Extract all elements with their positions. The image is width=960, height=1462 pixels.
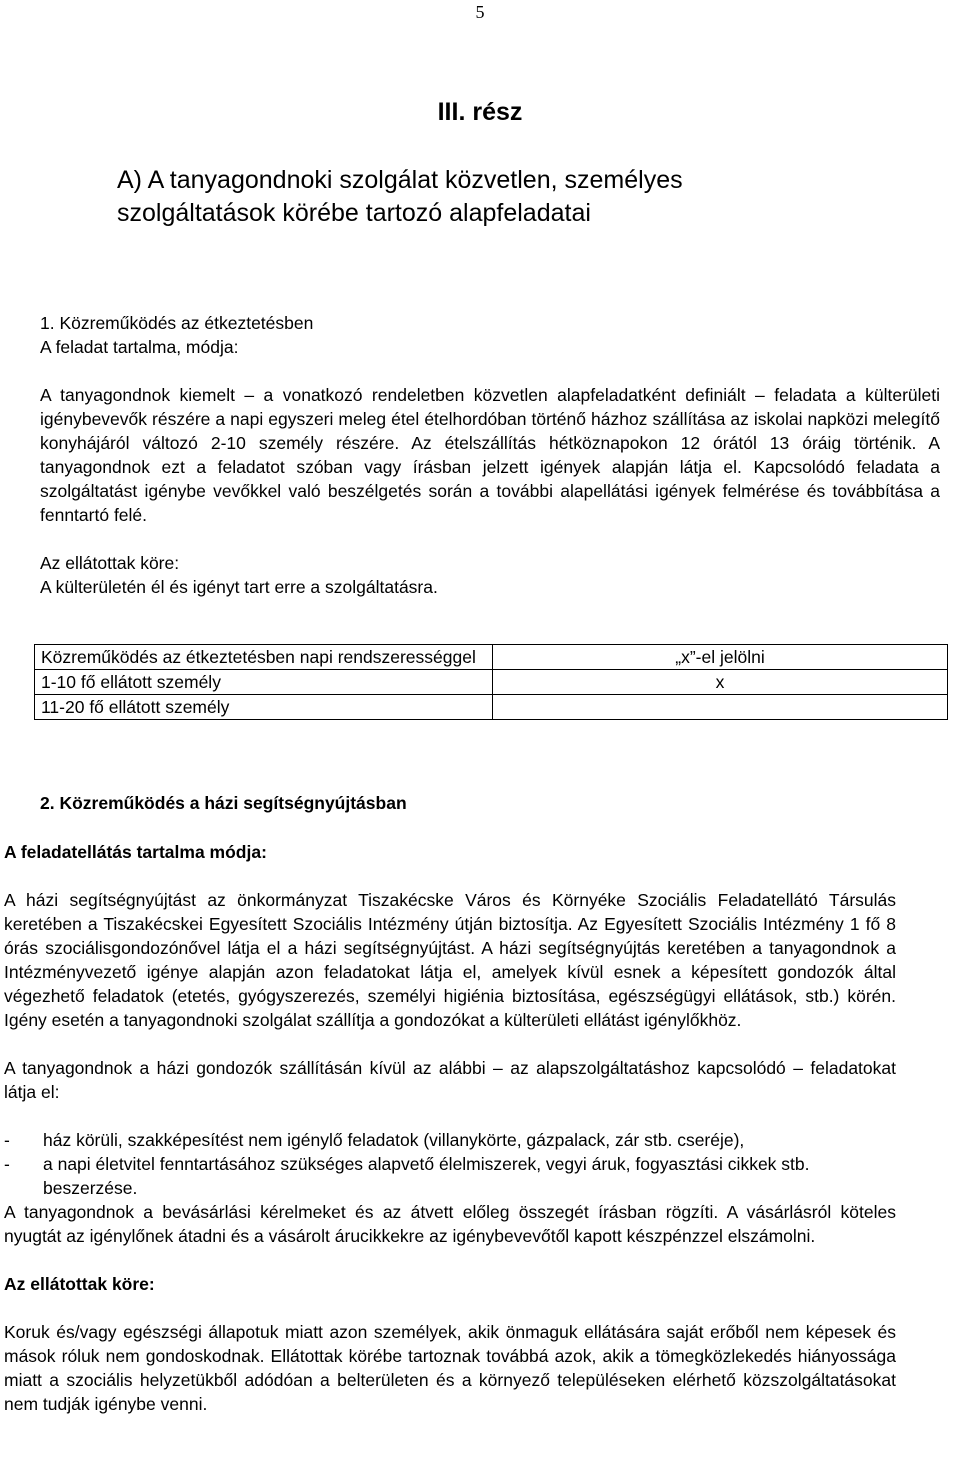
item1-subheading: A feladat tartalma, módja: (40, 337, 239, 357)
table-row (35, 670, 948, 695)
table-row-mark (493, 695, 948, 720)
item1-heading: 1. Közreműködés az étkeztetésben (40, 313, 314, 333)
list-item (4, 1128, 896, 1152)
section-a-title-line2: szolgáltatások körébe tartozó alapfeladatai (117, 199, 591, 227)
table-header-row (35, 645, 948, 670)
catering-table (34, 644, 948, 720)
item2-para1: A házi segítségnyújtást az önkormányzat Tiszakécske Város és Környéke Szociális Feladatellátó Társulás keretében a Tiszakécskei Egyesített Szociális Intézmény útján biztosítja. Az Egyesített Szociális Intézmény 1 fő 8 órás szociálisgondozónővel látja el a házi segítségnyújtást. A házi segítségnyújtás keretében a tanyagondnok a Intézményvezető igénye alapján azon feladatokat látja el, amelyek kívül esnek a képesített gondozók által végezhető feladatok (etetés, gyógyszerezés, személyi higiénia biztosítása, egészségügyi ellátások, stb.) körén. Igény esetén a tanyagondnoki szolgálat szállítja a gondozókat a külterületi ellátást igénylőkhöz. (4, 890, 896, 1030)
item1-served-label: Az ellátottak köre: (40, 553, 180, 573)
list-item-text: ház körüli, szakképesítést nem igénylő feladatok (villanykörte, gázpalack, zár stb. cseréje), (43, 1130, 745, 1150)
page-number: 5 (475, 2, 485, 22)
table-row (35, 695, 948, 720)
list-dash: - (4, 1154, 10, 1174)
item1-served-text: A külterületén él és igényt tart erre a szolgáltatásra. (40, 577, 438, 597)
table-header-right: „x”-el jelölni (493, 645, 948, 670)
list-item-text: a napi életvitel fenntartásához szükséges alapvető élelmiszerek, vegyi áruk, fogyasztási cikkek stb. beszerzése. (43, 1154, 810, 1198)
section-a-title-line1: A) A tanyagondnoki szolgálat közvetlen, személyes (117, 166, 683, 194)
item2-section (4, 840, 896, 1416)
item2-heading: 2. Közreműködés a házi segítségnyújtásban (40, 793, 407, 813)
table-row-label: 1-10 fő ellátott személy (35, 670, 493, 695)
table-row-label: 11-20 fő ellátott személy (35, 695, 493, 720)
item1-body: A tanyagondnok kiemelt – a vonatkozó rendeletben közvetlen alapfeladatként definiált – feladata a külterületi igénybevevők részére a napi egyszeri meleg étel ételhordóban történő házhoz szállítása az iskolai napközi melegítő konyhájáról változó 2-10 személy részére. Az ételszállítás hétköznapokon 12 órától 13 óráig történik. A tanyagondnok ezt a feladatot szóban vagy írásban jelzett igények alapján látja el. Kapcsolódó feladata a szolgáltatást igénybe vevőkkel való beszélgetés során a további alapellátási igények felmérése és továbbítása a fenntartó felé. (40, 385, 940, 525)
list-item (4, 1152, 896, 1200)
list-dash: - (4, 1130, 10, 1150)
item2-para3: A tanyagondnok a bevásárlási kérelmeket és az átvett előleg összegét írásban rögzíti. A vásárlásról köteles nyugtát az igénylőnek átadni és a vásárolt árucikkekre az igénybevevőtől kapott készpénzzel elszámolni. (4, 1202, 896, 1246)
part-title: III. rész (437, 98, 523, 126)
item1-section (40, 311, 940, 599)
item2-para2: A tanyagondnok a házi gondozók szállításán kívül az alábbi – az alapszolgáltatáshoz kapcsolódó – feladatokat látja el: (4, 1058, 896, 1102)
table-row-mark: x (493, 670, 948, 695)
item2-list (4, 1128, 896, 1200)
item2-subheading: A feladatellátás tartalma módja: (4, 842, 267, 862)
table-header-left: Közreműködés az étkeztetésben napi rendszerességgel (35, 645, 493, 670)
item2-served-text: Koruk és/vagy egészségi állapotuk miatt azon személyek, akik önmaguk ellátására saját erőből nem képesek és mások róluk nem gondoskodnak. Ellátottak körébe tartoznak továbbá azok, akik a tömegközlekedés hiányossága miatt a szociális helyzetükből adódóan a belterületen és a környező településeken elérhető közszolgáltatásokat nem tudják igénybe venni. (4, 1322, 896, 1414)
section-a-title (117, 164, 917, 230)
item2-served-label: Az ellátottak köre: (4, 1274, 155, 1294)
